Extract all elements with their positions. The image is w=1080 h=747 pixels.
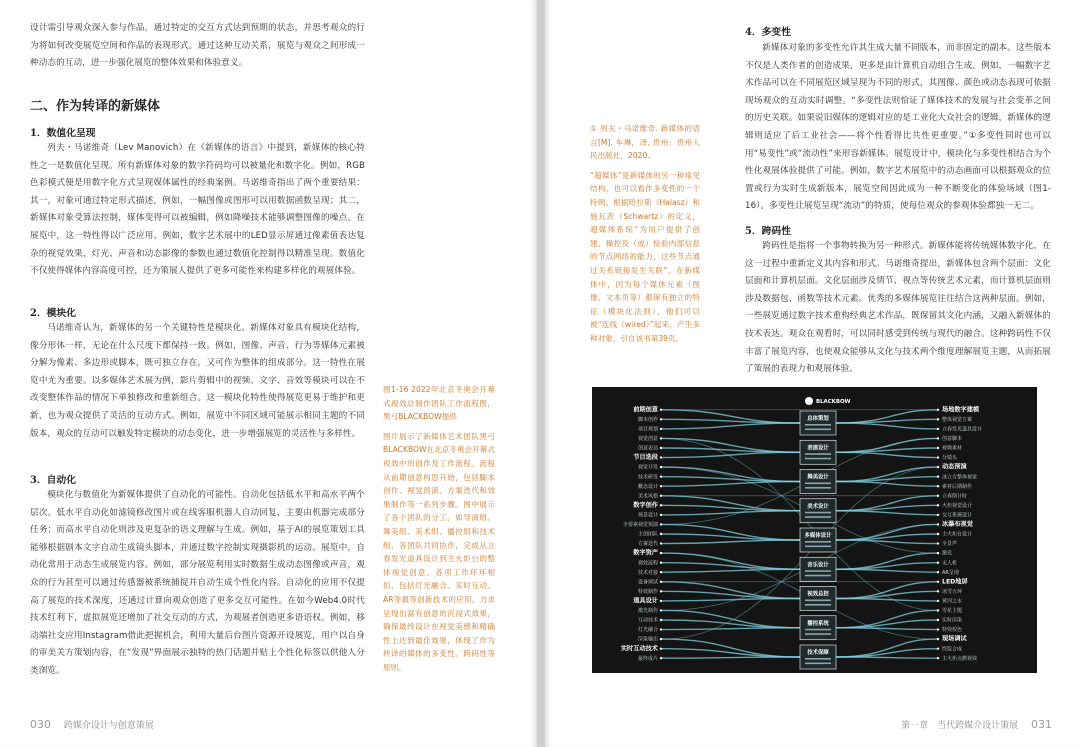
left-node-dot (660, 456, 662, 458)
center-stage-line (805, 512, 831, 514)
page-number-left: 030 (30, 718, 51, 731)
left-page (0, 0, 537, 747)
flow-line-right (836, 505, 937, 510)
book-title: 跨媒介设计与创意策展 (63, 721, 154, 731)
center-stage-line (805, 575, 831, 577)
right-node-label: 动态预演 (942, 463, 967, 471)
right-node-label: 无人机 (942, 560, 958, 567)
center-stage-line (805, 483, 831, 485)
left-node-label: 技术研发 (637, 474, 658, 481)
center-stage-line (805, 629, 831, 631)
right-node-dot (937, 647, 939, 649)
left-node-label: 场景设计 (637, 512, 658, 519)
left-node-label: 视觉创意 (637, 436, 658, 443)
right-node-dot (937, 428, 939, 430)
left-node-label: 概念设计 (637, 483, 658, 490)
center-stage-line (805, 658, 831, 660)
left-node-dot (660, 638, 662, 640)
left-node-dot (660, 409, 662, 411)
left-node-label: 互动技术 (637, 617, 658, 624)
flow-line-cross (662, 524, 937, 610)
right-node-dot (937, 447, 939, 449)
left-node-label: 道具设计 (633, 597, 658, 605)
flow-line-right (836, 639, 937, 657)
left-node-dot (660, 533, 662, 535)
right-node-label: AR呈现 (942, 569, 959, 576)
flow-line-right (836, 419, 937, 423)
right-node-dot (937, 552, 939, 554)
left-node-label: 最终成片 (637, 655, 658, 662)
right-node-dot (937, 581, 939, 583)
left-node-dot (660, 466, 662, 468)
flow-line-left (662, 511, 800, 515)
center-stage-line (805, 663, 831, 665)
center-stage-line (805, 453, 831, 455)
left-node-dot (660, 619, 662, 621)
center-stage-label: 表演设计 (807, 445, 829, 452)
flow-line-right (836, 540, 937, 544)
right-node-dot (937, 628, 939, 630)
flow-line-right (836, 452, 937, 457)
flow-line-left (662, 419, 800, 423)
subsection-title-1: 1．数值化呈现 (30, 128, 96, 139)
left-node-label: 全要素视觉预演 (622, 522, 658, 529)
right-node-label: 视频素材 (942, 445, 963, 452)
left-node-dot (660, 437, 662, 439)
left-node-label: 方案迭代 (637, 541, 658, 548)
flow-line-left (662, 553, 800, 569)
center-stage-line (805, 604, 831, 606)
left-node-dot (660, 628, 662, 630)
center-stage-label: 音乐设计 (807, 562, 829, 569)
right-node-label: 黄河之水 (942, 598, 963, 605)
subsection-body-3: 模块化与数值化为新媒体提供了自动化的可能性。自动化包括低水平和高水平两个层次。低水平自动化如滤镜修改图片或在线客服机器人自动回复，主要由机器完成部分任务；而高水平自动化则涉及更复杂的语义理解与生成。例如，基于AI的展览策划工具能够根据剧本文字自动生成镜头脚本，并通过数字控制实现摄影机的运动。展览中，自动化常用于动态生成展览内容。例如，部分展览利用实时数据生成动态图像或声音，观众的行为甚至可以通过传感器被系统捕捉并自动生成个性化内容。自动化的应用不仅提高了展览的技术深度，还通过计算向观众创造了更多交互可能性。在如今Web4.0时代技术红利下，虚拟展览还增加了社交互动的方式，为观展者创造更多语语权。例如，移动端社交应用Instagram借此把握机会，利用大量后台图片资源开设展览，用户以自身的审美关方策划内容，在“发现”界面展示独特的热门话题并贴上个性化标签以供他人分类浏览。 (30, 490, 365, 676)
left-node-dot (660, 561, 662, 563)
figure-caption: 图1-16 2022年北京冬奥会开幕式视效总制作团队工作流程图，黑弓BLACKBOW提供 (383, 385, 495, 422)
flow-line-right (836, 511, 937, 515)
logo-text: BLACKBOW (816, 399, 851, 405)
left-node-label: 技术对接 (637, 569, 658, 576)
right-node-label: 全景声 (942, 541, 958, 548)
right-node-label: 冰立方整体视觉 (942, 474, 978, 481)
center-stage-box (800, 528, 836, 552)
right-node-dot (937, 561, 939, 563)
flow-line-left (662, 540, 800, 544)
figure-description: 图片展示了新媒体艺术团队黑弓BLACKBOW在北京冬奥会开幕式视效中的创作及工作流程。流程从前期创意构思开始，包括脚本创作、视觉预演、方案迭代和效果制作等一系列步骤。图中展示了各个团队的分工，如导演组、舞美组、美术组、播控组和技术组，各团队共同协作，完成从立春发光道具设计到主火炬台的整体视觉创意。各项工作环环相扣，包括灯光融合、实时互动、AR等最等创新技术的应用，力求呈现出富有创意的沉浸式效果，确保最终设计在视觉美感和精确性上达到最佳效果，体现了作为转译的媒体的多变性、跨码性等原则。 (383, 431, 495, 672)
blackbow-logo (805, 397, 851, 405)
flow-line-left (662, 505, 800, 510)
left-node-dot (660, 504, 662, 506)
flow-line-left (662, 477, 800, 482)
right-node-dot (937, 542, 939, 544)
flow-line-cross (662, 553, 937, 639)
right-node-dot (937, 514, 939, 516)
left-footer (30, 718, 154, 731)
left-node-label: 实时互动技术 (620, 645, 658, 653)
flow-line-right (836, 534, 937, 540)
page-number-right: 031 (1031, 718, 1052, 731)
right-node-label: 终版合成 (942, 646, 963, 653)
flow-line-left (662, 482, 800, 487)
right-footer (901, 718, 1052, 731)
flow-line-left (662, 610, 800, 627)
left-node-dot (660, 647, 662, 649)
right-page (545, 0, 1080, 747)
flow-line-left (662, 569, 800, 572)
right-node-dot (937, 485, 939, 487)
right-node-label: 冰瀑布视觉 (942, 521, 973, 529)
right-node-dot (937, 418, 939, 420)
subsection-title-5: 5．跨码性 (745, 226, 792, 237)
right-node-dot (937, 609, 939, 611)
right-node-dot (937, 533, 939, 535)
left-node-label: 渲染输出 (637, 636, 658, 643)
center-stage-box (800, 557, 836, 581)
center-stage-box (800, 645, 836, 669)
left-node-label: 脚本创作 (637, 416, 658, 423)
left-node-label: 主创团队 (637, 531, 658, 538)
right-node-dot (937, 600, 939, 602)
right-node-dot (937, 638, 939, 640)
right-node-label: 实时渲染 (942, 617, 963, 624)
center-stage-line (805, 600, 831, 602)
center-stage-label: 美术设计 (807, 503, 829, 510)
center-stage-line (805, 516, 831, 518)
right-node-dot (937, 475, 939, 477)
flow-line-right (836, 423, 937, 429)
right-node-dot (937, 466, 939, 468)
center-stage-box (800, 616, 836, 640)
right-node-label: LED地屏 (942, 578, 968, 586)
left-node-label: 节目选段 (633, 454, 658, 462)
right-node-label: 主火炬点燃视效 (942, 655, 978, 662)
center-stage-line (805, 458, 831, 460)
center-stage-label: 多媒体设计 (804, 533, 832, 539)
subsection-body-2: 马诺维奇认为，新媒体的另一个关键特性是模块化。新媒体对象具有模块化结构，像分形体一样，无论在什么尺度下都保持一致。例如，图像、声音、行为等媒体元素被分解为像素、多边形或脚本，既可独立存在，又可作为整体的组成部分。这一特性在展览中尤为重要。以多媒体艺术展为例，影片剪辑中的视频、文字、音效等模块可以在不改变整体作品的情况下单独修改和重新组合。这一模块化特性使得展览更易于维护和更新，也为观众提供了灵活的互动方式。例如，展览中不同区域可能展示相同主题的不同版本，观众的互动可以触发特定模块的动态变化，进一步增强展览的灵活性与多样性。 (30, 323, 365, 439)
center-stage-box (800, 440, 836, 464)
left-node-label: 视觉开发 (637, 464, 658, 471)
left-node-label: 美术风格 (637, 493, 658, 500)
left-node-dot (660, 609, 662, 611)
center-stage-label: 视效总控 (807, 591, 829, 598)
figure-caption-block (383, 383, 495, 680)
footnote-1: ① 列夫・马诺维奇. 新媒体的语言[M]. 车琳，译. 贵州：贵州人民出版社，2020. (590, 124, 700, 161)
intro-paragraph: 设计需引导观众深入参与作品，通过特定的交互方式达到预期的状态，并思考观众的行为将如何改变展览空间和作品的表现形式。通过这种互动关系，展览与观众之间形成一种动态的互动，进一步强化展览的整体效果和体验意义。 (30, 23, 365, 69)
center-stage-label: 舞美设计 (807, 474, 829, 481)
center-stage-box (800, 499, 836, 523)
left-node-dot (660, 600, 662, 602)
center-stage-label: 总体策划 (807, 416, 829, 422)
flow-line-right (836, 657, 937, 658)
center-stage-line (805, 633, 831, 635)
left-node-label: 数字创作 (633, 501, 658, 509)
left-node-dot (660, 552, 662, 554)
center-stage-label: 技术保障 (807, 650, 829, 656)
right-node-label: 交互系统设计 (942, 512, 973, 519)
left-node-label: 视效流程 (637, 560, 658, 567)
right-node-label: 立春发光道具设计 (942, 426, 983, 433)
subsection-title-4: 4．多变性 (745, 27, 792, 38)
right-node-label: 立春倒计时 (942, 493, 968, 500)
left-node-label: 激光制作 (637, 608, 658, 615)
left-node-label: 灯光融合 (637, 627, 658, 634)
right-node-label: 冰雪五环 (942, 588, 963, 595)
flow-line-right (836, 628, 937, 630)
right-node-label: 特效校色 (942, 627, 963, 634)
center-stage-label: 播控系统 (807, 620, 829, 627)
subsection-body-4: 新媒体对象的多变性允许其生成大量不同版本，而非固定的副本。这些版本不仅是人类作者的创造成果，更多是由计算机自动组合生成。例如，一幅数字艺术作品可以在不同展览区域呈现为不同的形式，其图像、颜色或动态表现可依据现场观众的互动实时调整。“多变性法则恰证了媒体技术的发展与社会变革之间的历史关联。如果说旧媒体的逻辑对应的是工业化大众社会的逻辑，新媒体的逻辑则适应了后工业社会——将个性看得比共性更重要。”①多变性同时也可以用“易变性”或“流动性”来形容新媒体。展览设计中，模块化与多变性相结合为个性化观展体验提供了可能。例如，数字艺术展览中的动态画面可以根据观众的位置或行为实时生成新版本，展览空间因此成为一种不断变化的体验场域（图1-16）。多变性让展览呈现“流动”的特质，使每位观众的参观体验都独一无二。 (745, 43, 1051, 212)
right-node-dot (937, 657, 939, 659)
workflow-diagram (592, 387, 1037, 673)
subsection-body-5: 跨码性是指将一个事物转换为另一种形式。新媒体能将传统媒体数字化，在这一过程中重新定义其内容和形式。马诺维奇提出，新媒体包含两个层面：文化层面和计算机层面。文化层面涉及情节、视点等传统艺术元素，而计算机层面则涉及数据包、函数等技术元素。优秀的多媒体展览往往结合这两种层面。例如，一些展览通过数字技术重构经典艺术作品，既保留其文化内涵，又融入新媒体的技术表达。观众在观看时，可以同时感受到传统与现代的融合。这种跨码性不仅丰富了展览内容，也使观众能够从文化与技术两个维度理解展览主题，从而拓展了策展的表现力和观展体验。 (745, 241, 1051, 375)
left-node-dot (660, 657, 662, 659)
right-node-label: 雪花主题 (942, 608, 963, 615)
right-node-label: 创意脚本 (942, 436, 963, 443)
right-node-dot (937, 571, 939, 573)
flow-line-left (662, 563, 800, 570)
right-node-dot (937, 504, 939, 506)
right-node-dot (937, 409, 939, 411)
center-stage-line (805, 541, 831, 543)
flow-line-left (662, 534, 800, 540)
center-stage-box (800, 587, 836, 611)
right-node-label: 场地数字建模 (942, 406, 980, 414)
left-node-dot (660, 475, 662, 477)
right-node-label: 分镜头 (942, 455, 958, 462)
right-node-label: 主火炬台设计 (942, 531, 973, 538)
left-node-label: 创意表达 (637, 445, 658, 452)
right-node-label: 素材后期制作 (942, 483, 973, 490)
margin-notes (590, 122, 700, 352)
right-node-dot (937, 523, 939, 525)
left-node-dot (660, 581, 662, 583)
center-stage-box (800, 411, 836, 435)
center-stage-line (805, 429, 831, 431)
left-node-dot (660, 495, 662, 497)
flow-line-right (836, 477, 937, 482)
right-node-dot (937, 590, 939, 592)
left-node-dot (660, 428, 662, 430)
left-node-dot (660, 514, 662, 516)
left-node-dot (660, 523, 662, 525)
left-node-label: 数字资产 (633, 549, 658, 557)
right-node-label: 火炬视觉设计 (942, 502, 973, 509)
flow-line-right (836, 482, 937, 487)
center-stage-box (800, 470, 836, 494)
flow-line-left (662, 657, 800, 658)
left-node-label: 设备调试 (637, 579, 658, 586)
flow-line-right (836, 599, 937, 601)
section-title: 二、作为转译的新媒体 (30, 99, 161, 114)
subsection-body-1: 列夫・马诺维奇（Lev Manovich）在《新媒体的语言》中提到，新媒体的核心特性之一是数值化呈现。所有新媒体对象的数字符码均可以被量化和数字化。例如，RGB色彩模式便是用数字化方式呈现媒体属性的经典案例。马诺维奇指出了两个重要结果：其一，对象可通过特定形式描述，例如，一幅图像或图形可以用数据函数呈现；其二，新媒体对象受算法控制，媒体变得可以被编辑，例如降噪技术能够调整图像的噪点。在展览中，这一特性得以广泛应用。例如，数字艺术展中的LED显示屏通过像素值表达复杂的视觉效果，灯光、声音和动态影像的参数也通过数值化控制得以精准呈现。数值化不仅使得媒体内容高度可控，还为策展人提供了更多可能性来构建多样化的观展体验。 (30, 143, 365, 277)
flow-line-left (662, 448, 800, 452)
right-node-label: 整体视觉方案 (942, 416, 973, 423)
right-node-dot (937, 619, 939, 621)
right-node-dot (937, 456, 939, 458)
flow-line-left (662, 639, 800, 657)
left-node-label: 特效制作 (637, 588, 658, 595)
chapter-title: 第一章 当代跨媒介设计策展 (901, 721, 1019, 731)
center-stage-line (805, 424, 831, 426)
left-node-dot (660, 485, 662, 487)
flow-line-left (662, 423, 800, 429)
right-node-label: 激光 (942, 550, 953, 557)
center-stage-line (805, 570, 831, 572)
flow-line-right (836, 569, 937, 572)
right-node-dot (937, 495, 939, 497)
flow-line-left (662, 599, 800, 601)
left-node-dot (660, 571, 662, 573)
sidebar-note-hypermedia: “超媒体”是新媒体的另一种常见结构，也可以看作多变性的一个特例。根据哈拉斯（Halasz）和施瓦茨（Schwartz）的定义，超媒体系统“为用户提供了创建、操控及（或）检验内部信息的节点网络的能力，这些节点通过关系链接发生关联”。在新媒体中，因为每个媒体元素（图像、文本页等）都保有独立的特征（模块化法则），他们可以被“连线（wired）”起来，产生多种对象。引自该书第39页。 (590, 170, 700, 343)
left-node-label: 项目规划 (637, 426, 658, 433)
flow-line-right (836, 448, 937, 452)
left-node-dot (660, 590, 662, 592)
left-node-dot (660, 418, 662, 420)
right-node-label: 现场调试 (942, 635, 967, 643)
workflow-figure (592, 387, 1037, 673)
left-node-dot (660, 542, 662, 544)
flow-line-left (662, 628, 800, 630)
right-node-dot (937, 437, 939, 439)
center-stage-line (805, 487, 831, 489)
left-node-label: 前期创意 (633, 406, 658, 414)
center-stage-line (805, 546, 831, 548)
left-node-dot (660, 447, 662, 449)
subsection-title-3: 3．自动化 (30, 475, 77, 486)
subsection-title-2: 2．模块化 (30, 308, 77, 319)
book-gutter (537, 0, 545, 747)
flow-line-left (662, 524, 800, 540)
